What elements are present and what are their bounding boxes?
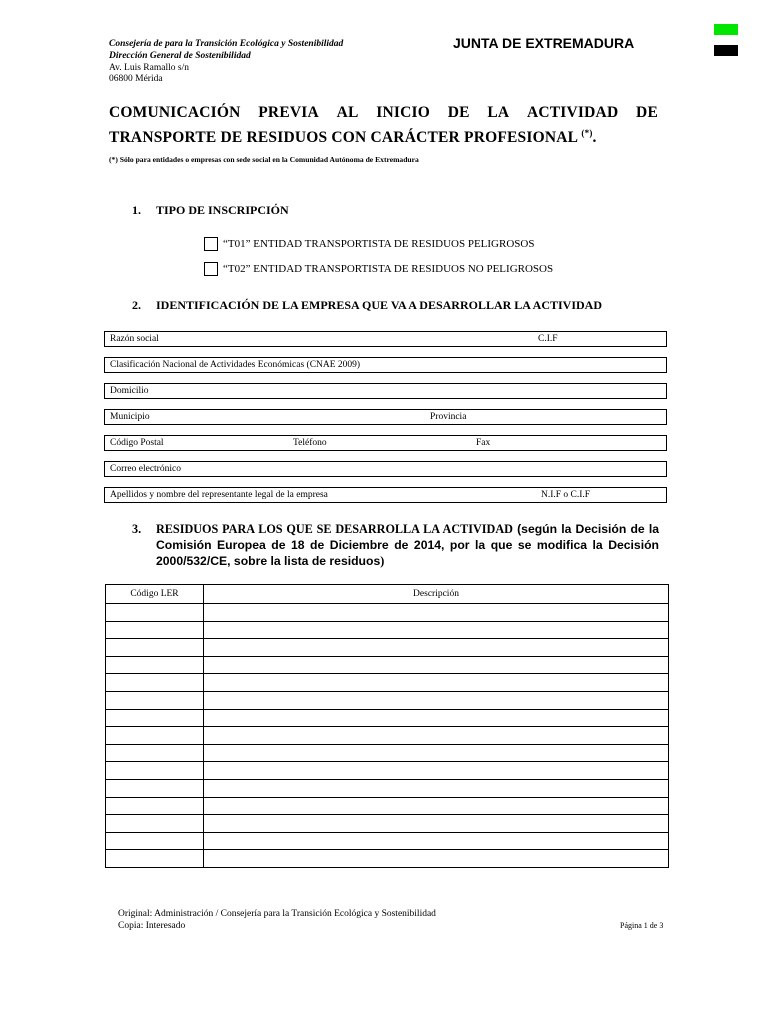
telefono-label: Teléfono: [293, 438, 327, 448]
flag-green-stripe: [714, 24, 738, 35]
cnae-field[interactable]: [104, 357, 667, 373]
checkbox-t01[interactable]: [204, 237, 218, 251]
codigo-postal-field[interactable]: [104, 435, 667, 451]
header-junta: JUNTA DE EXTREMADURA: [453, 35, 635, 51]
razon-social-field[interactable]: [104, 331, 667, 347]
codigo-ler-cell[interactable]: [106, 850, 204, 868]
section2-heading: [132, 298, 602, 313]
descripcion-cell[interactable]: [204, 656, 669, 674]
domicilio-field[interactable]: [104, 383, 667, 399]
descripcion-cell[interactable]: [204, 779, 669, 797]
option-t01-label: “T01” ENTIDAD TRANSPORTISTA DE RESIDUOS PELIGROSOS: [223, 238, 535, 250]
title-word: LA: [487, 104, 510, 121]
header-address-line2: 06800 Mérida: [109, 74, 163, 84]
footer-copia: Copia: Interesado: [118, 921, 186, 931]
document-title-line1: [109, 104, 658, 122]
representante-field[interactable]: [104, 487, 667, 503]
table-row: [106, 797, 669, 815]
codigo-ler-cell[interactable]: [106, 832, 204, 850]
table-row: [106, 850, 669, 868]
razon-social-label: Razón social: [110, 334, 159, 344]
footer-original: Original: Administración / Consejería para la Transición Ecológica y Sostenibilidad: [118, 909, 436, 919]
document-title-line2: [109, 128, 658, 147]
cnae-label: Clasificación Nacional de Actividades Económicas (CNAE 2009): [110, 360, 361, 370]
codigo-ler-cell[interactable]: [106, 674, 204, 692]
residuos-table: [105, 584, 669, 868]
codigo-ler-cell[interactable]: [106, 815, 204, 833]
title-word: ACTIVIDAD: [526, 104, 619, 121]
descripcion-cell[interactable]: [204, 621, 669, 639]
title-line2-text: TRANSPORTE DE RESIDUOS CON CARÁCTER PROFESIONAL: [109, 129, 578, 147]
residuos-table-header: [106, 585, 669, 604]
cif-label: C.I.F: [538, 334, 558, 344]
section2-title: IDENTIFICACIÓN DE LA EMPRESA QUE VA A DESARROLLAR LA ACTIVIDAD: [156, 298, 602, 312]
title-word: DE: [447, 104, 470, 121]
section1-title: TIPO DE INSCRIPCIÓN: [156, 203, 289, 217]
descripcion-cell[interactable]: [204, 850, 669, 868]
codigo-ler-cell[interactable]: [106, 709, 204, 727]
header-codigo-ler: Código LER: [106, 585, 204, 604]
table-row: [106, 691, 669, 709]
codigo-ler-cell[interactable]: [106, 604, 204, 622]
codigo-ler-cell[interactable]: [106, 727, 204, 745]
title-note: (*) Sólo para entidades o empresas con sede social en la Comunidad Autónoma de Extremadura: [109, 155, 419, 164]
descripcion-cell[interactable]: [204, 815, 669, 833]
section3-heading: [132, 521, 659, 569]
header-descripcion: Descripción: [204, 585, 669, 604]
codigo-ler-cell[interactable]: [106, 621, 204, 639]
table-row: [106, 656, 669, 674]
representante-label: Apellidos y nombre del representante legal de la empresa: [110, 490, 328, 500]
section1-number: 1.: [132, 203, 141, 217]
section3-number: 3.: [132, 522, 142, 536]
codigo-postal-label: Código Postal: [110, 438, 164, 448]
table-row: [106, 604, 669, 622]
table-row: [106, 727, 669, 745]
domicilio-label: Domicilio: [110, 386, 149, 396]
header-direccion: Dirección General de Sostenibilidad: [109, 51, 251, 61]
page-number: Página 1 de 3: [620, 921, 664, 930]
title-word: AL: [336, 104, 359, 121]
codigo-ler-cell[interactable]: [106, 797, 204, 815]
flag-black-stripe: [714, 45, 738, 56]
descripcion-cell[interactable]: [204, 639, 669, 657]
section2-number: 2.: [132, 298, 141, 312]
table-row: [106, 674, 669, 692]
checkbox-t02[interactable]: [204, 262, 218, 276]
descripcion-cell[interactable]: [204, 604, 669, 622]
table-row: [106, 779, 669, 797]
descripcion-cell[interactable]: [204, 762, 669, 780]
provincia-label: Provincia: [430, 412, 467, 422]
codigo-ler-cell[interactable]: [106, 744, 204, 762]
municipio-label: Municipio: [110, 412, 150, 422]
table-row: [106, 639, 669, 657]
descripcion-cell[interactable]: [204, 674, 669, 692]
section3-subtitle: (según la Decisión de la Comisión Europea de 18 de Diciembre de 2014, por la que se modifica la Decisión 2000/532/CE, sobre la lista de residuos: [156, 522, 660, 568]
table-row: [106, 709, 669, 727]
fax-label: Fax: [476, 438, 491, 448]
section3-close: ): [380, 554, 385, 568]
codigo-ler-cell[interactable]: [106, 779, 204, 797]
option-t02[interactable]: [204, 262, 553, 276]
table-row: [106, 621, 669, 639]
title-asterisk: (*): [581, 128, 593, 138]
descripcion-cell[interactable]: [204, 744, 669, 762]
codigo-ler-cell[interactable]: [106, 656, 204, 674]
title-word: INICIO: [376, 104, 430, 121]
descripcion-cell[interactable]: [204, 691, 669, 709]
title-word: DE: [636, 104, 658, 121]
correo-field[interactable]: [104, 461, 667, 477]
option-t01[interactable]: [204, 237, 534, 251]
codigo-ler-cell[interactable]: [106, 691, 204, 709]
table-row: [106, 744, 669, 762]
codigo-ler-cell[interactable]: [106, 762, 204, 780]
title-word: PREVIA: [258, 104, 319, 121]
section1-heading: [132, 203, 289, 218]
descripcion-cell[interactable]: [204, 709, 669, 727]
table-row: [106, 815, 669, 833]
section3-title: RESIDUOS PARA LOS QUE SE DESARROLLA LA ACTIVIDAD: [156, 522, 513, 536]
option-t02-label: “T02” ENTIDAD TRANSPORTISTA DE RESIDUOS NO PELIGROSOS: [223, 263, 554, 275]
descripcion-cell[interactable]: [204, 727, 669, 745]
correo-label: Correo electrónico: [110, 464, 181, 474]
header-consejeria: Consejería de para la Transición Ecológica y Sostenibilidad: [109, 39, 344, 49]
table-row: [106, 832, 669, 850]
title-period: .: [592, 129, 597, 147]
descripcion-cell[interactable]: [204, 797, 669, 815]
codigo-ler-cell[interactable]: [106, 639, 204, 657]
descripcion-cell[interactable]: [204, 832, 669, 850]
table-row: [106, 762, 669, 780]
header-address-line1: Av. Luis Ramallo s/n: [109, 63, 189, 73]
municipio-field[interactable]: [104, 409, 667, 425]
nif-cif-label: N.I.F o C.I.F: [541, 490, 591, 500]
title-word: COMUNICACIÓN: [109, 104, 241, 121]
